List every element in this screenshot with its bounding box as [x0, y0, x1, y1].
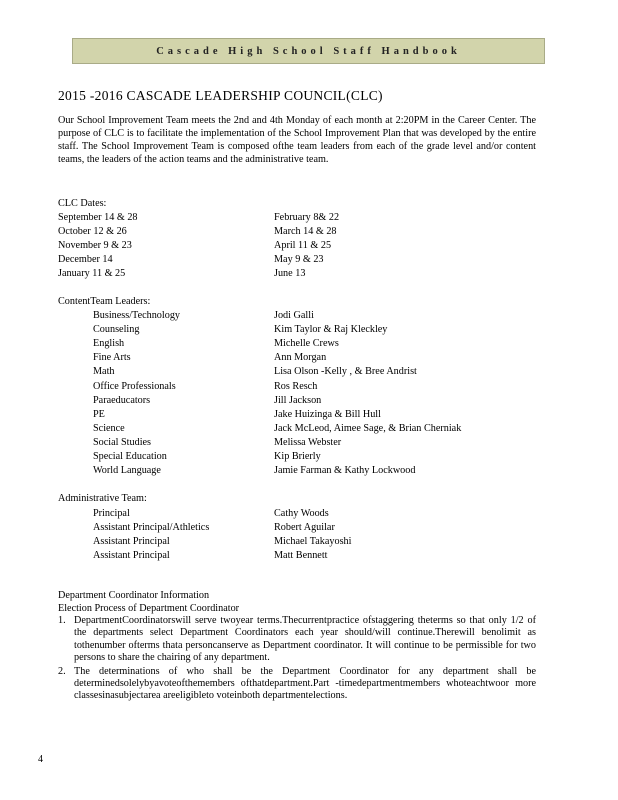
- clc-date: April 11 & 25: [274, 240, 332, 251]
- content-area: Social Studies: [93, 436, 152, 448]
- admin-name: Michael Takayoshi: [274, 536, 352, 548]
- content-leader: Jack McLeod, Aimee Sage, & Brian Cherniak: [274, 422, 462, 434]
- content-area: World Language: [93, 465, 161, 477]
- dept-heading: Department Coordinator Information: [58, 590, 210, 601]
- content-leader: Kim Taylor & Raj Kleckley: [274, 324, 388, 336]
- clc-date: February 8& 22: [274, 212, 340, 223]
- content-area: PE: [93, 408, 105, 420]
- list-item: [58, 615, 536, 665]
- content-area: Fine Arts: [93, 352, 131, 364]
- content-leader: Jake Huizinga & Bill Hull: [274, 408, 381, 420]
- clc-date: May 9 & 23: [274, 254, 324, 265]
- content-team-heading: ContentTeam Leaders:: [58, 296, 151, 307]
- content-area: Counseling: [93, 324, 140, 336]
- list-text: DepartmentCoordinatorswill serve twoyear terms.Thecurrentpractice ofstaggering theterms so that only 1/2 of the departments select Department Coordinators each year should/will continue.Therewill benolimit as tothenumber ofterms thata personcanserve as Department coordinator. It will continue to be permissible for two persons to share the chairing of any department.: [74, 615, 536, 664]
- page-title: 2015 -2016 CASCADE LEADERSHIP COUNCIL(CLC): [58, 88, 383, 103]
- clc-date: November 9 & 23: [58, 240, 132, 251]
- handbook-banner: Cascade High School Staff Handbook: [72, 38, 545, 64]
- list-text: The determinations of who shall be the Department Coordinator for any department shall be determinedsolelybyavoteofthemembers ofthatdepartment.Part -timedepartmentmembers whoteachtwoor more classesinasubjectarea areeligibleto voteinboth departmentelections.: [74, 665, 536, 702]
- content-leader: Ann Morgan: [274, 352, 327, 364]
- admin-name: Matt Bennett: [274, 550, 328, 562]
- content-area: Math: [93, 366, 115, 378]
- list-number: 2.: [58, 665, 66, 677]
- clc-date: March 14 & 28: [274, 226, 337, 237]
- content-leader: Melissa Webster: [274, 436, 342, 448]
- list-number: 1.: [58, 615, 66, 626]
- content-area: Business/Technology: [93, 310, 181, 321]
- content-area: English: [93, 338, 125, 350]
- election-list: [58, 615, 536, 704]
- content-leader: Jill Jackson: [274, 394, 322, 406]
- content-area: Special Education: [93, 451, 167, 462]
- content-leader: Jamie Farman & Kathy Lockwood: [274, 465, 416, 477]
- clc-date: June 13: [274, 268, 306, 279]
- clc-date: January 11 & 25: [58, 268, 126, 279]
- content-area: Science: [93, 422, 125, 434]
- clc-date: September 14 & 28: [58, 212, 138, 223]
- admin-role: Assistant Principal/Athletics: [93, 522, 210, 534]
- content-leader: Lisa Olson -Kelly , & Bree Andrist: [274, 366, 417, 378]
- admin-role: Assistant Principal: [93, 536, 170, 548]
- content-leader: Kip Brierly: [274, 451, 321, 462]
- admin-role: Principal: [93, 508, 130, 519]
- clc-dates-heading: CLC Dates:: [58, 198, 107, 209]
- clc-date: December 14: [58, 254, 113, 265]
- content-leader: Michelle Crews: [274, 338, 339, 350]
- list-item: [58, 666, 536, 703]
- clc-date: October 12 & 26: [58, 226, 127, 237]
- content-leader: Ros Resch: [274, 380, 318, 392]
- intro-paragraph: Our School Improvement Team meets the 2nd and 4th Monday of each month at 2:20PM in the Career Center. The purpose of CLC is to facilitate the implementation of the School Improvement Plan that was developed by the entire staff. The School Improvement Team is composed ofthe team leaders from each of the grade level and/or content teams, the leaders of the action teams and the administrative team.: [58, 115, 536, 165]
- admin-name: Robert Aguilar: [274, 522, 335, 534]
- content-area: Paraeducators: [93, 394, 151, 406]
- admin-team-heading: Administrative Team:: [58, 493, 147, 504]
- admin-role: Assistant Principal: [93, 550, 170, 562]
- election-heading: Election Process of Department Coordinator: [58, 603, 240, 614]
- content-area: Office Professionals: [93, 380, 176, 392]
- page-number: 4: [38, 754, 43, 765]
- content-leader: Jodi Galli: [274, 310, 314, 321]
- admin-name: Cathy Woods: [274, 508, 329, 519]
